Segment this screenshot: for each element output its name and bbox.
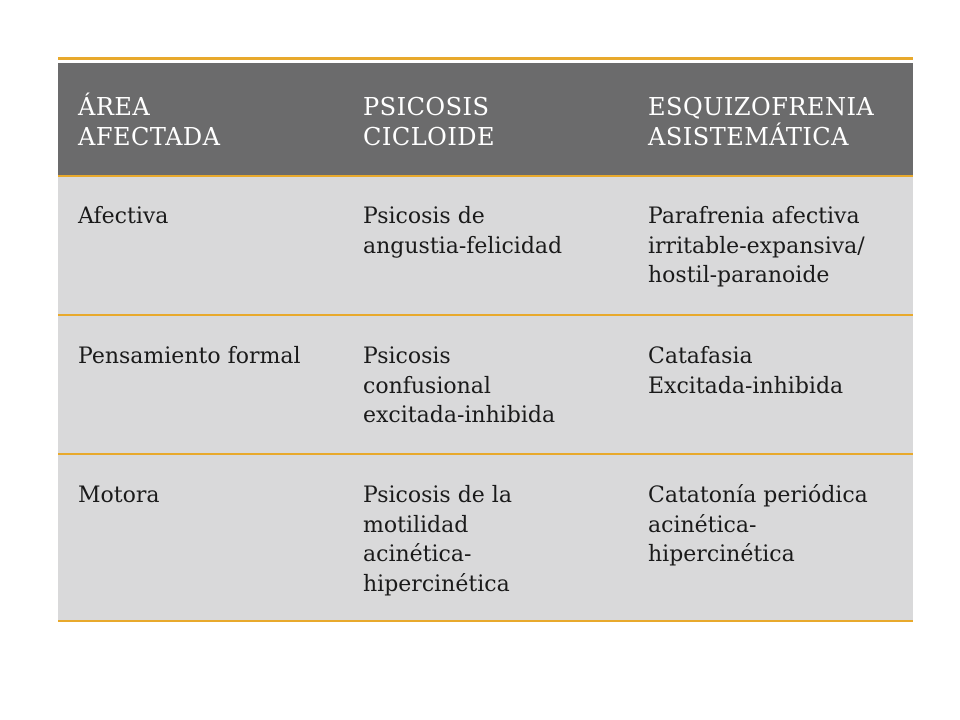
- comparison-table-container: [58, 57, 913, 622]
- table-cell: Parafrenia afectiva irritable-expansiva/ hostil-paranoide: [628, 176, 913, 315]
- comparison-table: [58, 63, 913, 622]
- table-cell: Catafasia Excitada-inhibida: [628, 315, 913, 454]
- table-cell: Psicosis de la motilidad acinética- hipercinética: [343, 454, 628, 621]
- table-cell: Afectiva: [58, 176, 343, 315]
- table-row: [58, 315, 913, 454]
- table-cell: Psicosis de angustia-felicidad: [343, 176, 628, 315]
- header-cell-area: ÁREA AFECTADA: [58, 63, 343, 176]
- table-cell: Psicosis confusional excitada-inhibida: [343, 315, 628, 454]
- top-rule: [58, 57, 913, 60]
- header-row: [58, 63, 913, 176]
- table-cell: Catatonía periódica acinética- hipercinética: [628, 454, 913, 621]
- header-cell-cycloid: PSICOSIS CICLOIDE: [343, 63, 628, 176]
- table-cell: Motora: [58, 454, 343, 621]
- header-cell-schizophrenia: ESQUIZOFRENIA ASISTEMÁTICA: [628, 63, 913, 176]
- table-row: [58, 454, 913, 621]
- table-row: [58, 176, 913, 315]
- table-cell: Pensamiento formal: [58, 315, 343, 454]
